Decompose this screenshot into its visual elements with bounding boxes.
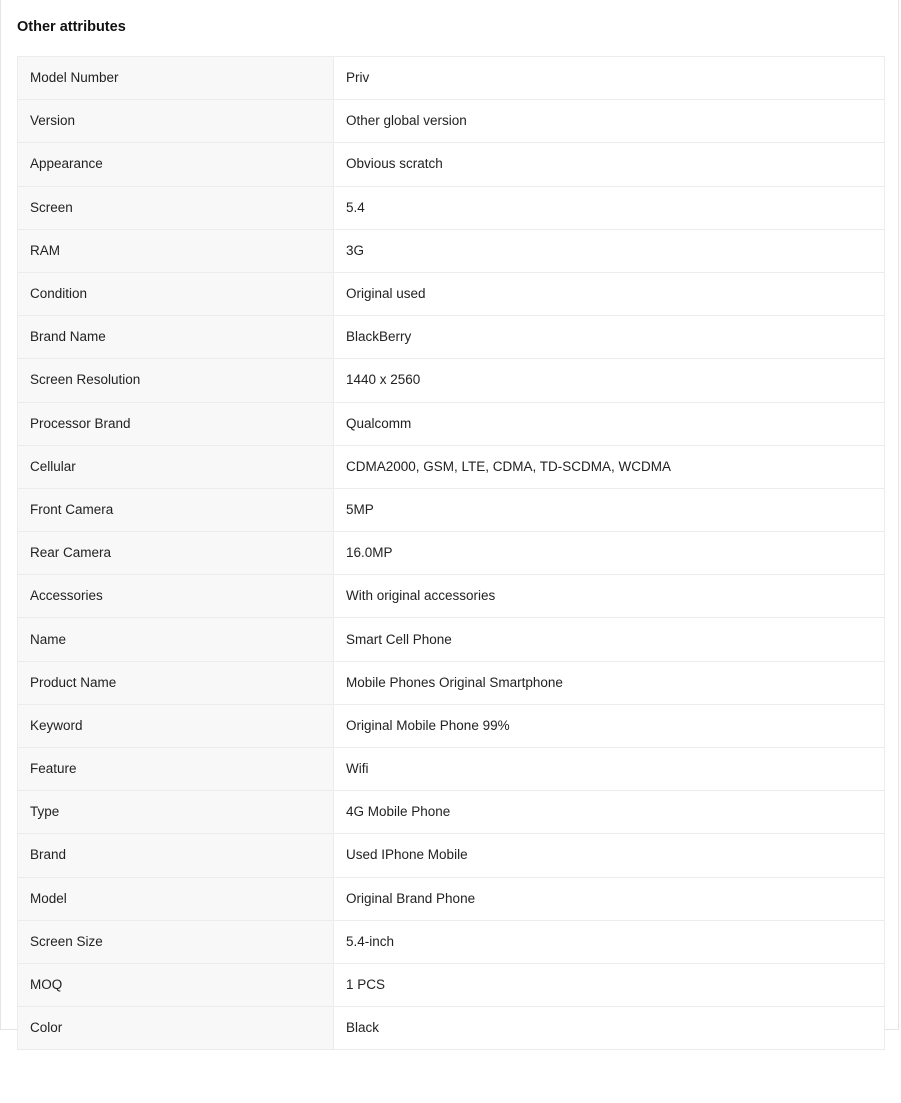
attribute-key: Rear Camera [18,532,334,575]
attribute-value: Smart Cell Phone [334,618,885,661]
attribute-key: Version [18,100,334,143]
attribute-key: Feature [18,748,334,791]
attribute-value: Used IPhone Mobile [334,834,885,877]
attribute-row [18,877,885,920]
attribute-row [18,963,885,1006]
attribute-key: Condition [18,272,334,315]
attribute-row [18,834,885,877]
attribute-row [18,359,885,402]
attribute-value: Black [334,1007,885,1050]
attribute-row [18,704,885,747]
attribute-row [18,445,885,488]
attribute-value: 5.4-inch [334,920,885,963]
attribute-value: Original Mobile Phone 99% [334,704,885,747]
attribute-row [18,618,885,661]
attribute-key: Screen Size [18,920,334,963]
attribute-row [18,402,885,445]
attributes-table [17,56,885,1050]
attribute-key: Model Number [18,57,334,100]
attribute-key: MOQ [18,963,334,1006]
attribute-value: Other global version [334,100,885,143]
attribute-row [18,272,885,315]
attribute-row [18,143,885,186]
attribute-key: Color [18,1007,334,1050]
attribute-value: Original Brand Phone [334,877,885,920]
attribute-key: Name [18,618,334,661]
attribute-value: 5MP [334,488,885,531]
attribute-key: Keyword [18,704,334,747]
attribute-value: Mobile Phones Original Smartphone [334,661,885,704]
attribute-value: 3G [334,229,885,272]
attribute-value: CDMA2000, GSM, LTE, CDMA, TD-SCDMA, WCDMA [334,445,885,488]
attribute-value: Obvious scratch [334,143,885,186]
attribute-key: Model [18,877,334,920]
attribute-value: BlackBerry [334,316,885,359]
attribute-row [18,791,885,834]
attribute-value: 5.4 [334,186,885,229]
attribute-row [18,920,885,963]
attribute-value: Wifi [334,748,885,791]
attribute-key: Appearance [18,143,334,186]
attribute-row [18,57,885,100]
attribute-row [18,661,885,704]
section-title: Other attributes [17,19,126,35]
attribute-key: Screen Resolution [18,359,334,402]
attribute-row [18,575,885,618]
attribute-row [18,316,885,359]
attribute-value: Qualcomm [334,402,885,445]
attribute-key: Accessories [18,575,334,618]
attribute-key: Front Camera [18,488,334,531]
attribute-value: 4G Mobile Phone [334,791,885,834]
attribute-key: RAM [18,229,334,272]
attribute-key: Processor Brand [18,402,334,445]
attribute-value: Original used [334,272,885,315]
attribute-key: Brand Name [18,316,334,359]
attribute-key: Screen [18,186,334,229]
attribute-row [18,488,885,531]
attribute-row [18,748,885,791]
attribute-value: 1 PCS [334,963,885,1006]
attribute-key: Cellular [18,445,334,488]
attribute-row [18,186,885,229]
attribute-key: Type [18,791,334,834]
attribute-value: Priv [334,57,885,100]
attribute-value: With original accessories [334,575,885,618]
attribute-value: 16.0MP [334,532,885,575]
attribute-key: Brand [18,834,334,877]
attribute-row [18,532,885,575]
attribute-row [18,100,885,143]
attribute-key: Product Name [18,661,334,704]
attribute-row [18,1007,885,1050]
attribute-value: 1440 x 2560 [334,359,885,402]
attributes-table-body [18,57,885,1050]
attribute-row [18,229,885,272]
